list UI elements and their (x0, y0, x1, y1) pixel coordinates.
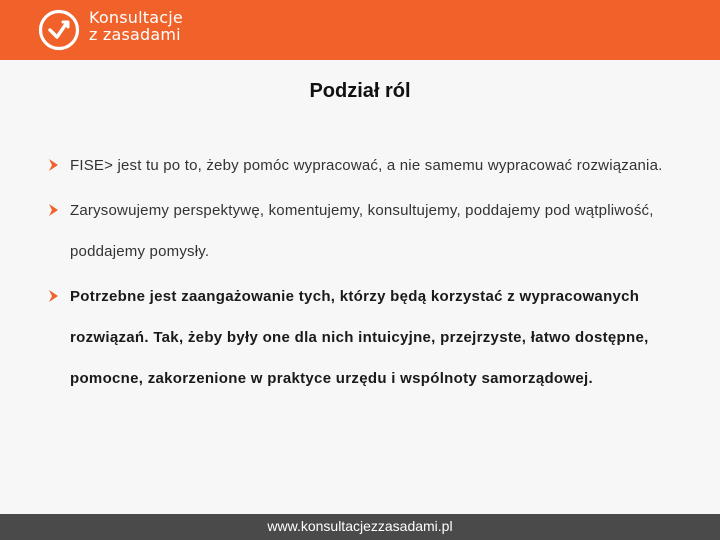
bullet-item (46, 145, 686, 186)
logo-line-1: Konsultacje (89, 8, 183, 27)
logo-line-2: z zasadami (89, 25, 181, 44)
logo-wordmark (89, 9, 183, 43)
bullet-text: Potrzebne jest zaangażowanie tych, którzy będą korzystać z wypracowanych rozwiązań. Tak, żeby były one dla nich intuicyjne, przejrzyste, łatwo dostępne, pomocne, zakorzenione w praktyce urzędu i wspólnoty samorządowej. (70, 288, 649, 387)
footer-bar (0, 514, 720, 540)
bullet-list (46, 145, 686, 403)
bullet-item (46, 276, 686, 399)
arrow-right-icon (46, 289, 60, 303)
header-bar (0, 0, 720, 60)
footer-url: www.konsultacjezzasadami.pl (267, 518, 453, 534)
bullet-text: FISE> jest tu po to, żeby pomóc wypracować, a nie samemu wypracować rozwiązania. (70, 157, 663, 174)
logo-check-icon (37, 8, 81, 52)
arrow-right-icon (46, 158, 60, 172)
slide-title (0, 80, 720, 103)
slide-title-text: Podział ról (309, 80, 411, 102)
bullet-text: Zarysowujemy perspektywę, komentujemy, konsultujemy, poddajemy pod wątpliwość, poddajemy pomysły. (70, 202, 654, 260)
bullet-item (46, 190, 686, 272)
arrow-right-icon (46, 203, 60, 217)
